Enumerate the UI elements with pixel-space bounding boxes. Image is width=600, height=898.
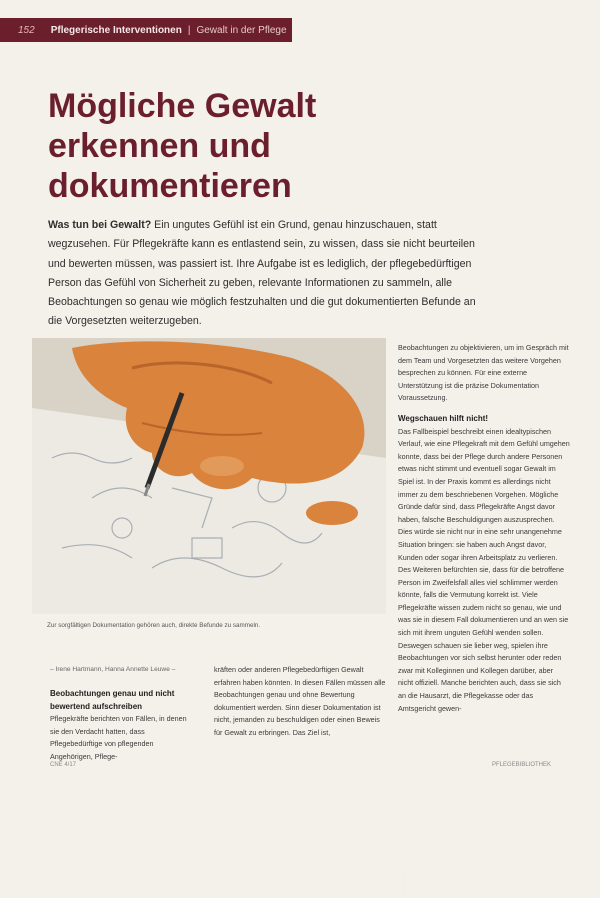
article-title — [48, 86, 468, 206]
right-column-body: Das Fallbeispiel beschreibt einen idealtypischen Verlauf, wie eine Pflegekraft mit dem Gefühl umgehen konnte, dass bei der Pflege durch andere Personen etwas nicht stimmt und eventuell sogar Gewalt im Spiel ist. In der Praxis kommt es allerdings nicht immer zu dem beschriebenen Vorgehen. Mögliche Gründe dafür sind, dass Pflegekräfte Angst davor haben, falsche Beschuldigungen auszusprechen. Dies würde sie nicht nur in eine sehr unangenehme Situation bringen: sie haben auch Angst davor, Kunden oder sogar ihren Arbeitsplatz zu verlieren. Des Weiteren befürchten sie, dass für die betroffene Person im Zweifelsfall alles viel schlimmer werden könnte, falls die Vermutung korrekt ist. Viele Pflegekräfte wissen zudem nicht so genau, wie und was sie in diesem Fall dokumentieren und an wen sie sich mit ihrem unguten Gefühl wenden sollen. Deswegen schauen sie lieber weg, spielen ihre Beobachtungen vor sich selbst herunter oder reden zwar mit Kolleginnen und Kollegen darüber, aber nicht offiziell. Manche berichten auch, dass sie sich an die Hausarzt, die Pflegekasse oder das Amtsgericht gewen- — [398, 426, 570, 713]
section-title: Pflegerische Interventionen — [50, 24, 182, 36]
lead-question: Was tun bei Gewalt? — [48, 219, 152, 231]
header-separator: | — [187, 24, 191, 36]
photo-hand-writing-illustration — [32, 338, 386, 614]
photo-caption: Zur sorgfältigen Dokumentation gehören auch, direkte Befunde zu sammeln. — [47, 622, 261, 629]
right-column — [398, 342, 570, 715]
right-column-intro: Beobachtungen zu objektivieren, um im Gespräch mit dem Team und Vorgesetzten das weitere Vorgehen besprechen zu können. Für eine externe Unterstützung ist die präzise Dokumentation Voraussetzung. — [398, 343, 569, 403]
lead-text: Ein ungutes Gefühl ist ein Grund, genau hinzuschauen, statt wegzusehen. Für Pflegekräfte kann es entlastend sein, zu wissen, dass sie nicht beurteilen und bewerten müssen, was passiert ist. Ihre Aufgabe ist es lediglich, der pflegebedürftigen Person das Gefühl von Sicherheit zu geben, relevante Informationen zu sammeln, alle Beobachtungen so genau wie möglich festzuhalten und die gut dokumentierten Befunde an die Vorgesetzten weiterzugeben. — [48, 219, 476, 328]
col1-heading: Beobachtungen genau und nicht bewertend aufschreiben — [50, 689, 175, 711]
page-number: 152 — [18, 24, 35, 36]
body-column-2 — [214, 664, 390, 740]
footer-right: PFLEGEBIBLIOTHEK — [492, 762, 552, 768]
title-line-1: Mögliche Gewalt — [48, 87, 317, 125]
title-line-3: dokumentieren — [48, 167, 292, 205]
body-column-1 — [50, 688, 190, 764]
article-lead — [48, 216, 486, 332]
title-line-2: erkennen und — [48, 127, 271, 165]
photo-credit: © KRUSIO — [402, 868, 408, 898]
col2-body: kräften oder anderen Pflegebedürftigen Gewalt erfahren haben könnten. In diesen Fällen müssen alle Beobachtungen genau und ohne Bewertung dokumentiert werden. Sinn dieser Dokumentation ist nicht, jemanden zu beschuldigen oder einen Beweis für Gewalt zu erbringen. Das Ziel ist, — [214, 665, 386, 737]
footer-left: CNE 4/17 — [50, 762, 77, 768]
col1-body: Pflegekräfte berichten von Fällen, in denen sie den Verdacht hatten, dass Pflegebedürftige von pflegenden Angehörigen, Pflege- — [50, 714, 187, 761]
running-header — [0, 18, 292, 42]
right-column-heading: Wegschauen hilft nicht! — [398, 413, 489, 423]
subsection-title: Gewalt in der Pflege — [196, 24, 287, 36]
author-line: – Irene Hartmann, Hanna Annette Leuwe – — [50, 666, 176, 673]
